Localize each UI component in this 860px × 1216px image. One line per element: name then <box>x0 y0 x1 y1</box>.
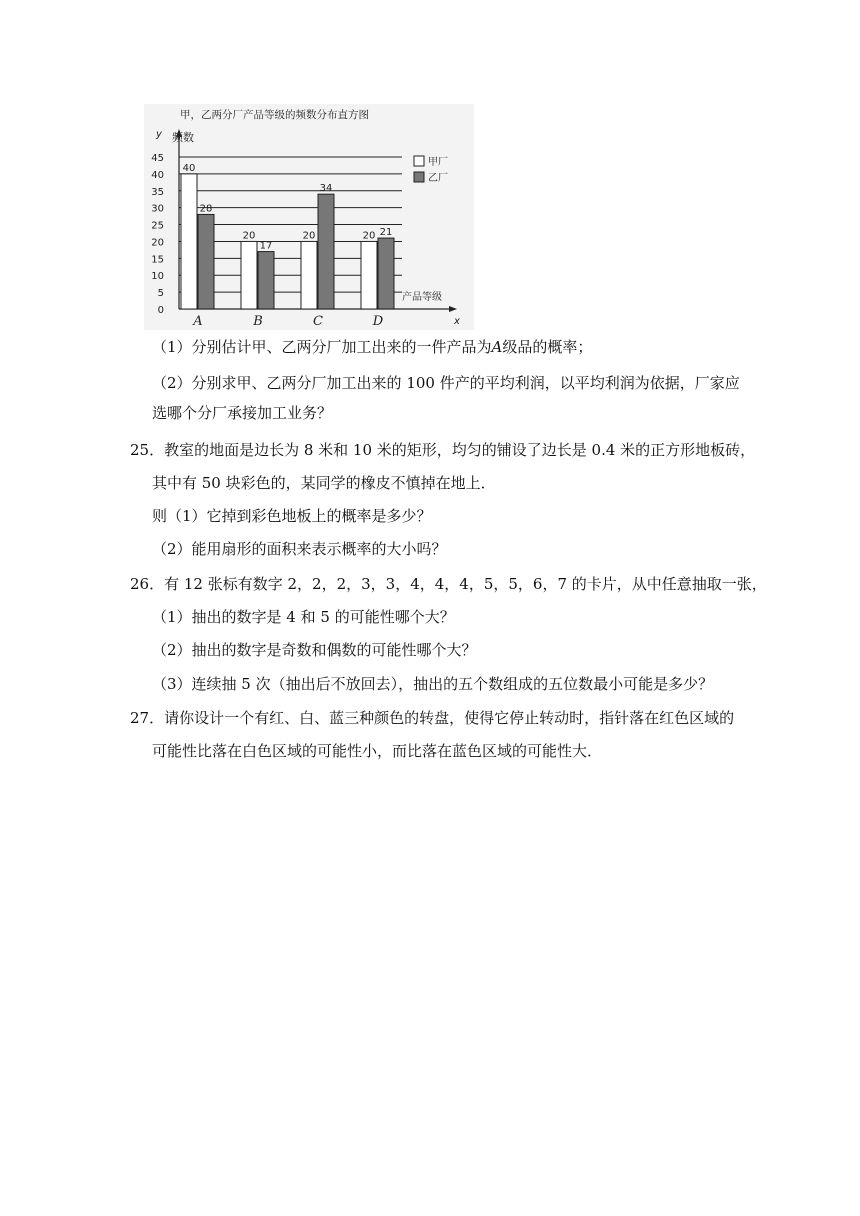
question-27-cont: 可能性比落在白色区域的可能性小，而比落在蓝色区域的可能性大． <box>152 742 603 760</box>
data-label-A-yi: 28 <box>199 203 213 215</box>
data-label-B-jia: 20 <box>242 230 256 242</box>
legend-swatch-jia <box>414 156 424 166</box>
question-24-part-2: （2）分别求甲、乙两分厂加工出来的 100 件产的平均利润，以平均利润为依据，厂家应 <box>152 374 740 392</box>
y-tick-label-5: 5 <box>157 288 164 300</box>
question-26-part-1: （1）抽出的数字是 4 和 5 的可能性哪个大？ <box>152 608 455 626</box>
q24-1-grade-a: A <box>491 338 503 356</box>
legend-swatch-yi <box>414 172 424 182</box>
data-label-D-yi: 21 <box>379 227 393 239</box>
bar-A-yi <box>198 214 214 309</box>
question-25-part-2: （2）能用扇形的面积来表示概率的大小吗？ <box>152 540 447 558</box>
x-tick-label-C: C <box>313 314 323 329</box>
q24-1-text-end: 级品的概率； <box>502 338 593 356</box>
y-tick-label-15: 15 <box>151 254 164 266</box>
q24-1-text: （1）分别估计甲、乙两分厂加工出来的一件产品为 <box>152 338 492 356</box>
x-axis-symbol: x <box>454 316 460 327</box>
data-label-C-jia: 20 <box>302 230 316 242</box>
bar-B-yi <box>258 252 274 309</box>
y-tick-label-0: 0 <box>157 305 164 316</box>
bar-A-jia <box>181 174 197 309</box>
x-tick-label-D: D <box>372 314 384 329</box>
data-label-A-jia: 40 <box>182 162 196 174</box>
bar-D-yi <box>378 238 394 309</box>
y-tick-label-30: 30 <box>151 203 164 215</box>
question-24-part-2-cont: 选哪个分厂承接加工业务？ <box>152 404 333 422</box>
y-tick-label-35: 35 <box>151 186 164 198</box>
bar-B-jia <box>241 241 257 309</box>
y-axis-symbol: y <box>156 129 162 140</box>
question-24-part-1 <box>152 337 592 357</box>
legend-label-jia: 甲厂 <box>428 157 448 168</box>
x-tick-label-B: B <box>253 314 263 329</box>
data-label-C-yi: 34 <box>319 183 333 195</box>
y-tick-label-40: 40 <box>151 169 164 181</box>
y-tick-label-10: 10 <box>151 271 164 283</box>
x-axis-label: 产品等级 <box>402 292 442 303</box>
data-label-D-jia: 20 <box>362 230 376 242</box>
chart-title: 甲，乙两分厂产品等级的频数分布直方图 <box>180 109 369 121</box>
y-axis-label: 频数 <box>172 131 194 144</box>
y-tick-label-25: 25 <box>151 220 164 232</box>
y-tick-label-45: 45 <box>151 153 164 164</box>
question-25-cont: 其中有 50 块彩色的，某同学的橡皮不慎掉在地上． <box>152 474 496 492</box>
question-27: 27．请你设计一个有红、白、蓝三种颜色的转盘，使得它停止转动时，指针落在红色区域的 <box>130 709 735 727</box>
y-tick-label-20: 20 <box>151 237 164 249</box>
bar-D-jia <box>361 241 377 309</box>
x-tick-label-A: A <box>193 314 203 329</box>
question-26: 26．有 12 张标有数字 2，2，2，3，3，4，4，4，5，5，6，7 的卡片，从中任意抽取一张， <box>130 575 767 593</box>
bar-C-yi <box>318 194 334 309</box>
question-25-part-1: 则（1）它掉到彩色地板上的概率是多少？ <box>152 507 432 525</box>
question-26-part-2: （2）抽出的数字是奇数和偶数的可能性哪个大？ <box>152 641 477 659</box>
bar-C-jia <box>301 241 317 309</box>
legend-label-yi: 乙厂 <box>428 173 448 184</box>
question-25: 25．教室的地面是边长为 8 米和 10 米的矩形，均匀的铺设了边长是 0.4 米的正方形地板砖， <box>130 441 756 459</box>
data-label-B-yi: 17 <box>259 240 273 252</box>
question-26-part-3: （3）连续抽 5 次（抽出后不放回去），抽出的五个数组成的五位数最小可能是多少？ <box>152 675 714 693</box>
frequency-histogram <box>144 104 474 330</box>
